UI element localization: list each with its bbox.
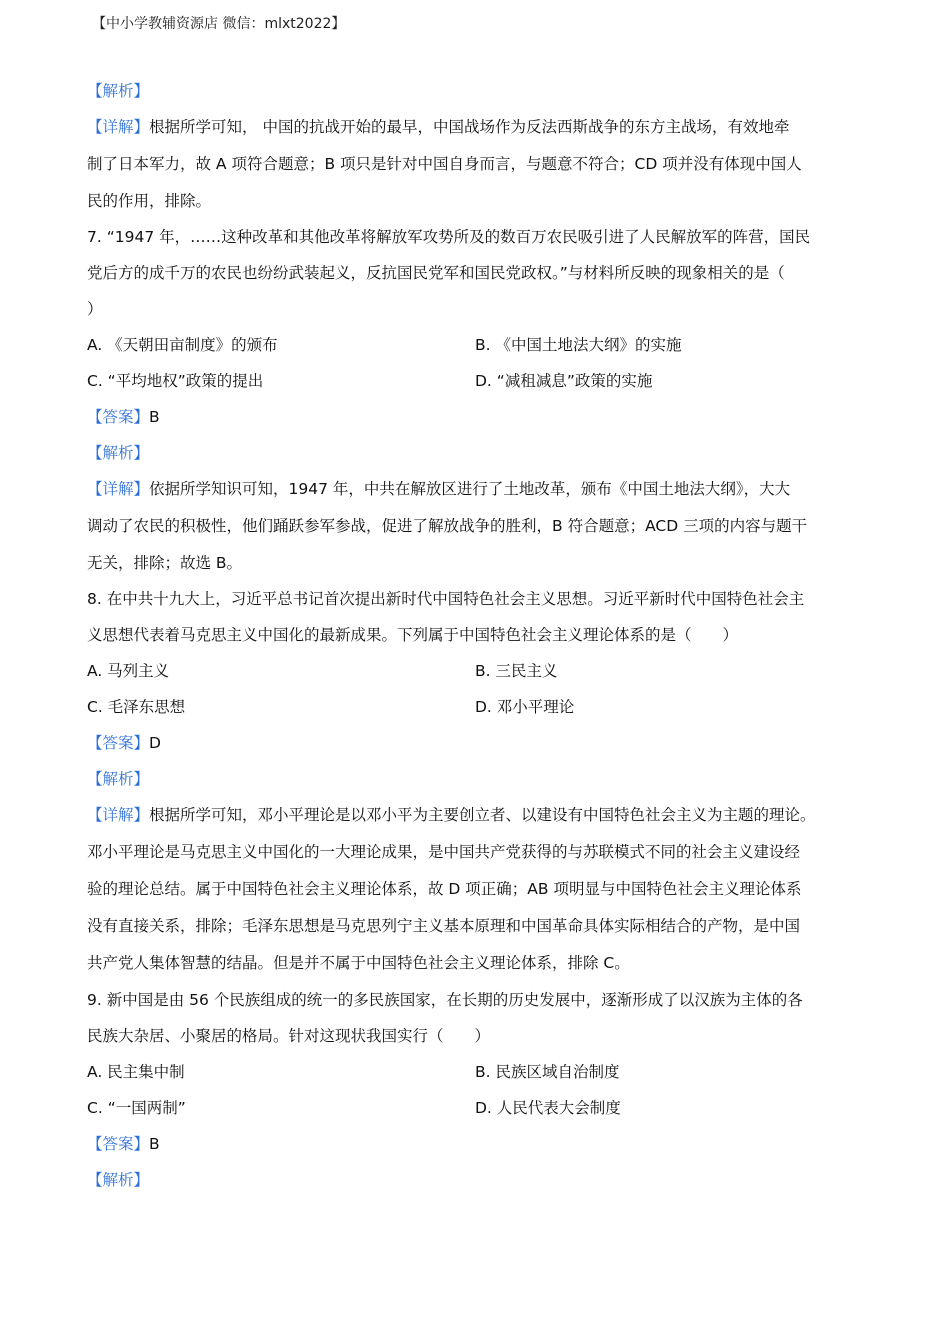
q8-detail-line: 验的理论总结。属于中国特色社会主义理论体系，故 D 项正确；AB 项明显与中国特色社会主义理论体系 [87,880,802,898]
q7-detail-line: 调动了农民的积极性，他们踊跃参军参战，促进了解放战争的胜利，B 符合题意；ACD 三项的内容与题干 [87,517,808,535]
q7-option-c: C. “平均地权”政策的提出 [87,372,264,390]
q8-stem-line: 8. 在中共十九大上，习近平总书记首次提出新时代中国特色社会主义思想。习近平新时代中国特色社会主 [87,590,805,608]
q7-stem-line: ） [87,300,103,318]
analysis-label: 【解析】 [87,770,150,788]
analysis-label: 【解析】 [87,82,150,100]
q8-option-a: A. 马列主义 [87,662,170,680]
q8-detail-line: 邓小平理论是马克思主义中国化的一大理论成果，是中国共产党获得的与苏联模式不同的社会主义建设经 [87,843,801,861]
q9-option-b: B. 民族区域自治制度 [475,1063,620,1081]
q8-answer: 【答案】D [87,734,161,752]
analysis-label: 【解析】 [87,444,150,462]
q7-detail-line: 无关，排除；故选 B。 [87,554,243,572]
q8-detail-line: 【详解】根据所学可知，邓小平理论是以邓小平为主要创立者、以建设有中国特色社会主义为主题的理论。 [87,806,816,824]
q9-answer: 【答案】B [87,1135,160,1153]
q9-stem-line: 民族大杂居、小聚居的格局。针对这现状我国实行（ ） [87,1027,491,1045]
q6-detail-line: 制了日本军力，故 A 项符合题意；B 项只是针对中国自身而言，与题意不符合；CD 项并没有体现中国人 [87,155,802,173]
q7-option-b: B. 《中国土地法大纲》的实施 [475,336,682,354]
q9-option-a: A. 民主集中制 [87,1063,185,1081]
q7-answer: 【答案】B [87,408,160,426]
q7-option-a: A. 《天朝田亩制度》的颁布 [87,336,278,354]
q8-detail-line: 共产党人集体智慧的结晶。但是并不属于中国特色社会主义理论体系，排除 C。 [87,954,630,972]
q8-option-d: D. 邓小平理论 [475,698,575,716]
q9-option-c: C. “一国两制” [87,1099,186,1117]
q7-detail-line: 【详解】依据所学知识可知，1947 年，中共在解放区进行了土地改革，颁布《中国土地法大纲》，大大 [87,480,791,498]
q8-stem-line: 义思想代表着马克思主义中国化的最新成果。下列属于中国特色社会主义理论体系的是（ ） [87,626,739,644]
q6-detail-line: 【详解】根据所学可知， 中国的抗战开始的最早，中国战场作为反法西斯战争的东方主战场，有效地牵 [87,118,790,136]
q6-detail-line: 民的作用，排除。 [87,192,212,210]
q7-option-d: D. “减租减息”政策的实施 [475,372,653,390]
q7-stem-line: 党后方的成千万的农民也纷纷武装起义，反抗国民党军和国民党政权。”与材料所反映的现象相关的是（ [87,264,785,282]
q7-stem-line: 7. “1947 年，……这种改革和其他改革将解放军攻势所及的数百万农民吸引进了人民解放军的阵营，国民 [87,228,811,246]
q9-stem-line: 9. 新中国是由 56 个民族组成的统一的多民族国家，在长期的历史发展中，逐渐形成了以汉族为主体的各 [87,991,803,1009]
q8-option-c: C. 毛泽东思想 [87,698,186,716]
q9-option-d: D. 人民代表大会制度 [475,1099,621,1117]
page-header: 【中小学教辅资源店 微信：mlxt2022】 [92,16,346,32]
q8-option-b: B. 三民主义 [475,662,558,680]
analysis-label: 【解析】 [87,1171,150,1189]
q8-detail-line: 没有直接关系，排除；毛泽东思想是马克思列宁主义基本原理和中国革命具体实际相结合的产物，是中国 [87,917,801,935]
